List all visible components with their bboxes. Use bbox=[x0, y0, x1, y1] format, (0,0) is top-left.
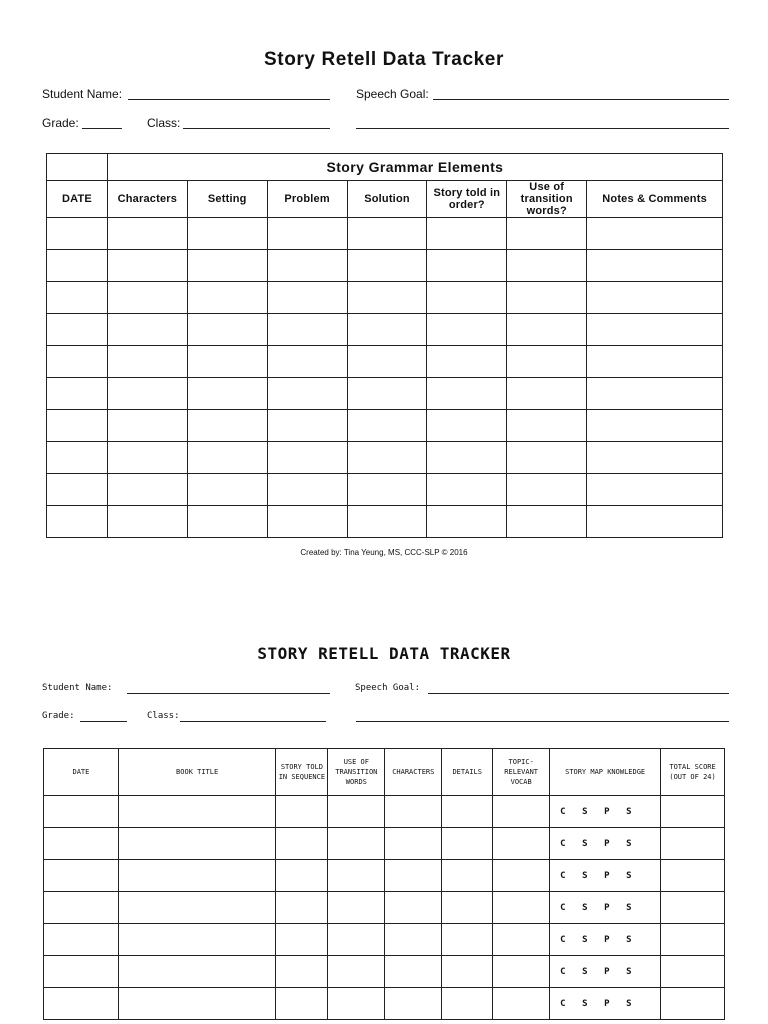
table-cell[interactable] bbox=[347, 410, 427, 442]
table-cell[interactable] bbox=[267, 506, 347, 538]
table-cell[interactable] bbox=[442, 860, 493, 892]
sheet2-col-transition-words: USE OF TRANSITION WORDS bbox=[328, 749, 385, 796]
table-cell[interactable] bbox=[328, 924, 385, 956]
sheet2-grade-label: Grade: bbox=[42, 711, 75, 721]
table-cell[interactable] bbox=[187, 346, 267, 378]
table-cell[interactable] bbox=[118, 956, 276, 988]
sheet1-table-body bbox=[47, 218, 723, 538]
table-cell[interactable] bbox=[507, 346, 587, 378]
table-cell[interactable] bbox=[493, 956, 550, 988]
table-cell[interactable] bbox=[385, 892, 442, 924]
story-map-letter[interactable]: P bbox=[604, 838, 610, 849]
sheet2-col-topic-relevant-vocab: TOPIC-RELEVANT VOCAB bbox=[493, 749, 550, 796]
table-cell[interactable] bbox=[276, 796, 328, 828]
table-cell[interactable] bbox=[385, 796, 442, 828]
sheet1-credit: Created by: Tina Yeung, MS, CCC-SLP © 2016 bbox=[300, 548, 468, 557]
sheet2-col-characters: CHARACTERS bbox=[385, 749, 442, 796]
table-cell[interactable] bbox=[385, 828, 442, 860]
story-map-letter[interactable]: C bbox=[560, 806, 566, 817]
table-cell[interactable] bbox=[118, 828, 276, 860]
table-cell[interactable] bbox=[427, 314, 507, 346]
table-cell[interactable] bbox=[267, 218, 347, 250]
table-cell[interactable] bbox=[118, 860, 276, 892]
table-cell[interactable] bbox=[118, 988, 276, 1020]
story-map-letter[interactable]: P bbox=[604, 998, 610, 1009]
table-cell[interactable] bbox=[44, 892, 119, 924]
table-cell[interactable] bbox=[493, 892, 550, 924]
sheet1-grade-field[interactable] bbox=[82, 128, 122, 129]
sheet1-col-characters: Characters bbox=[107, 181, 187, 218]
story-map-knowledge-cell[interactable] bbox=[550, 924, 661, 956]
story-map-letter[interactable]: S bbox=[626, 966, 632, 977]
table-cell[interactable] bbox=[587, 314, 723, 346]
table-cell[interactable] bbox=[661, 828, 725, 860]
table-row bbox=[44, 892, 725, 924]
table-cell[interactable] bbox=[187, 474, 267, 506]
table-cell[interactable] bbox=[107, 250, 187, 282]
table-cell[interactable] bbox=[347, 346, 427, 378]
table-row bbox=[44, 828, 725, 860]
table-cell[interactable] bbox=[661, 956, 725, 988]
table-cell[interactable] bbox=[661, 988, 725, 1020]
table-cell[interactable] bbox=[661, 924, 725, 956]
table-row bbox=[47, 442, 723, 474]
table-row bbox=[47, 506, 723, 538]
story-map-letter[interactable]: C bbox=[560, 998, 566, 1009]
table-cell[interactable] bbox=[118, 796, 276, 828]
table-cell[interactable] bbox=[587, 218, 723, 250]
table-cell[interactable] bbox=[427, 218, 507, 250]
sheet1-speech-goal-field-line2[interactable] bbox=[356, 128, 729, 129]
table-cell[interactable] bbox=[587, 378, 723, 410]
table-cell[interactable] bbox=[493, 924, 550, 956]
sheet1-col-story-told-in-order: Story told in order? bbox=[427, 181, 507, 218]
table-row bbox=[44, 860, 725, 892]
table-row bbox=[47, 282, 723, 314]
table-row bbox=[47, 474, 723, 506]
table-cell[interactable] bbox=[187, 250, 267, 282]
table-cell[interactable] bbox=[47, 410, 108, 442]
table-cell[interactable] bbox=[427, 410, 507, 442]
table-cell[interactable] bbox=[587, 282, 723, 314]
table-cell[interactable] bbox=[187, 218, 267, 250]
table-cell[interactable] bbox=[107, 378, 187, 410]
sheet2-speech-goal-field-line2[interactable] bbox=[356, 721, 729, 722]
table-cell[interactable] bbox=[442, 956, 493, 988]
table-cell[interactable] bbox=[107, 282, 187, 314]
table-cell[interactable] bbox=[267, 346, 347, 378]
table-cell[interactable] bbox=[267, 314, 347, 346]
sheet1-data-table bbox=[46, 153, 723, 538]
sheet1-col-transition-words: Use of transition words? bbox=[507, 181, 587, 218]
table-cell[interactable] bbox=[47, 346, 108, 378]
table-cell[interactable] bbox=[44, 956, 119, 988]
sheet2-col-total-score: TOTAL SCORE (OUT OF 24) bbox=[661, 749, 725, 796]
table-cell[interactable] bbox=[107, 314, 187, 346]
table-cell[interactable] bbox=[107, 442, 187, 474]
table-cell[interactable] bbox=[587, 442, 723, 474]
table-cell[interactable] bbox=[187, 442, 267, 474]
table-cell[interactable] bbox=[385, 956, 442, 988]
table-cell[interactable] bbox=[347, 314, 427, 346]
story-map-letter[interactable]: S bbox=[582, 902, 588, 913]
sheet2-student-name-label: Student Name: bbox=[42, 683, 113, 693]
table-cell[interactable] bbox=[44, 828, 119, 860]
sheet1-col-solution: Solution bbox=[347, 181, 427, 218]
table-cell[interactable] bbox=[47, 474, 108, 506]
sheet1-student-name-field[interactable] bbox=[128, 99, 330, 100]
table-cell[interactable] bbox=[442, 796, 493, 828]
story-map-letter[interactable]: S bbox=[582, 870, 588, 881]
table-cell[interactable] bbox=[507, 506, 587, 538]
story-map-letter[interactable]: S bbox=[582, 998, 588, 1009]
sheet2-col-book-title: BOOK TITLE bbox=[118, 749, 276, 796]
table-cell[interactable] bbox=[267, 474, 347, 506]
table-row bbox=[47, 250, 723, 282]
table-cell[interactable] bbox=[507, 218, 587, 250]
sheet2-col-story-map-knowledge: STORY MAP KNOWLEDGE bbox=[550, 749, 661, 796]
table-cell[interactable] bbox=[587, 474, 723, 506]
table-cell[interactable] bbox=[427, 506, 507, 538]
story-map-knowledge-cell[interactable] bbox=[550, 860, 661, 892]
table-cell[interactable] bbox=[47, 506, 108, 538]
story-map-letter[interactable]: S bbox=[582, 966, 588, 977]
table-cell[interactable] bbox=[267, 282, 347, 314]
sheet2-table-body bbox=[44, 796, 725, 1020]
table-cell[interactable] bbox=[587, 346, 723, 378]
table-cell[interactable] bbox=[187, 314, 267, 346]
sheet1-speech-goal-field[interactable] bbox=[433, 99, 729, 100]
table-cell[interactable] bbox=[44, 796, 119, 828]
sheet1-col-setting: Setting bbox=[187, 181, 267, 218]
table-cell[interactable] bbox=[47, 218, 108, 250]
sheet2-title: STORY RETELL DATA TRACKER bbox=[257, 644, 511, 663]
sheet1-col-problem: Problem bbox=[267, 181, 347, 218]
sheet1-student-name-label: Student Name: bbox=[42, 87, 123, 101]
sheet1-col-notes-comments: Notes & Comments bbox=[587, 181, 723, 218]
table-row bbox=[44, 988, 725, 1020]
table-cell[interactable] bbox=[427, 282, 507, 314]
table-cell[interactable] bbox=[493, 860, 550, 892]
table-row bbox=[44, 956, 725, 988]
sheet1-class-label: Class: bbox=[147, 116, 181, 130]
table-cell[interactable] bbox=[347, 218, 427, 250]
sheet2-col-story-told-in-sequence: STORY TOLD IN SEQUENCE bbox=[276, 749, 328, 796]
table-cell[interactable] bbox=[427, 474, 507, 506]
story-map-letter[interactable]: P bbox=[604, 902, 610, 913]
sheet1-title: Story Retell Data Tracker bbox=[264, 49, 504, 70]
table-cell[interactable] bbox=[442, 924, 493, 956]
story-map-letter[interactable]: P bbox=[604, 806, 610, 817]
table-cell[interactable] bbox=[507, 474, 587, 506]
table-cell[interactable] bbox=[44, 924, 119, 956]
table-row bbox=[47, 218, 723, 250]
story-map-letter[interactable]: S bbox=[582, 806, 588, 817]
table-cell[interactable] bbox=[187, 282, 267, 314]
sheet2-grade-field[interactable] bbox=[80, 721, 127, 722]
story-map-knowledge-cell[interactable] bbox=[550, 956, 661, 988]
story-map-letter[interactable]: P bbox=[604, 934, 610, 945]
table-cell[interactable] bbox=[347, 442, 427, 474]
table-cell[interactable] bbox=[118, 892, 276, 924]
story-map-knowledge-cell[interactable] bbox=[550, 988, 661, 1020]
sheet1-speech-goal-label: Speech Goal: bbox=[356, 87, 429, 101]
table-cell[interactable] bbox=[442, 988, 493, 1020]
table-cell[interactable] bbox=[507, 250, 587, 282]
story-map-knowledge-cell[interactable] bbox=[550, 796, 661, 828]
table-cell[interactable] bbox=[44, 860, 119, 892]
table-cell[interactable] bbox=[442, 892, 493, 924]
table-cell[interactable] bbox=[187, 410, 267, 442]
sheet2-speech-goal-field[interactable] bbox=[428, 693, 729, 694]
table-cell[interactable] bbox=[587, 506, 723, 538]
story-map-knowledge-cell[interactable] bbox=[550, 828, 661, 860]
table-cell[interactable] bbox=[347, 282, 427, 314]
table-row bbox=[47, 410, 723, 442]
table-cell[interactable] bbox=[47, 442, 108, 474]
table-cell[interactable] bbox=[493, 796, 550, 828]
table-cell[interactable] bbox=[107, 346, 187, 378]
story-map-knowledge-cell[interactable] bbox=[550, 892, 661, 924]
table-cell[interactable] bbox=[587, 410, 723, 442]
sheet2-speech-goal-label: Speech Goal: bbox=[355, 683, 421, 693]
sheet2-data-table bbox=[43, 748, 725, 1020]
table-cell[interactable] bbox=[507, 378, 587, 410]
table-row bbox=[44, 924, 725, 956]
table-cell[interactable] bbox=[328, 828, 385, 860]
table-cell[interactable] bbox=[47, 314, 108, 346]
story-map-letter[interactable]: P bbox=[604, 870, 610, 881]
story-map-letter[interactable]: S bbox=[582, 934, 588, 945]
story-map-letter[interactable]: S bbox=[626, 838, 632, 849]
table-cell[interactable] bbox=[347, 506, 427, 538]
table-cell[interactable] bbox=[47, 282, 108, 314]
table-cell[interactable] bbox=[507, 410, 587, 442]
table-cell[interactable] bbox=[267, 250, 347, 282]
table-cell[interactable] bbox=[347, 378, 427, 410]
table-cell[interactable] bbox=[267, 442, 347, 474]
table-cell[interactable] bbox=[587, 250, 723, 282]
story-map-letter[interactable]: C bbox=[560, 966, 566, 977]
table-cell[interactable] bbox=[44, 988, 119, 1020]
table-cell[interactable] bbox=[385, 860, 442, 892]
story-map-letter[interactable]: C bbox=[560, 934, 566, 945]
table-cell[interactable] bbox=[187, 378, 267, 410]
table-cell[interactable] bbox=[107, 474, 187, 506]
sheet1-corner-cell bbox=[47, 154, 108, 181]
table-cell[interactable] bbox=[507, 282, 587, 314]
table-cell[interactable] bbox=[328, 860, 385, 892]
table-cell[interactable] bbox=[118, 924, 276, 956]
sheet1-group-header: Story Grammar Elements bbox=[107, 154, 722, 181]
story-map-letter[interactable]: C bbox=[560, 870, 566, 881]
table-cell[interactable] bbox=[328, 988, 385, 1020]
table-cell[interactable] bbox=[328, 956, 385, 988]
table-cell[interactable] bbox=[347, 250, 427, 282]
sheet1-class-field[interactable] bbox=[183, 128, 330, 129]
table-cell[interactable] bbox=[276, 956, 328, 988]
table-cell[interactable] bbox=[427, 442, 507, 474]
table-cell[interactable] bbox=[107, 410, 187, 442]
table-cell[interactable] bbox=[276, 892, 328, 924]
table-cell[interactable] bbox=[47, 250, 108, 282]
table-cell[interactable] bbox=[347, 474, 427, 506]
story-map-letter[interactable]: P bbox=[604, 966, 610, 977]
table-cell[interactable] bbox=[267, 378, 347, 410]
table-cell[interactable] bbox=[507, 314, 587, 346]
table-row bbox=[47, 346, 723, 378]
table-cell[interactable] bbox=[47, 378, 108, 410]
sheet2-class-field[interactable] bbox=[180, 721, 326, 722]
table-cell[interactable] bbox=[328, 796, 385, 828]
table-cell[interactable] bbox=[276, 988, 328, 1020]
table-cell[interactable] bbox=[661, 796, 725, 828]
table-cell[interactable] bbox=[507, 442, 587, 474]
table-cell[interactable] bbox=[661, 860, 725, 892]
table-cell[interactable] bbox=[493, 828, 550, 860]
story-map-letter[interactable]: S bbox=[626, 998, 632, 1009]
sheet2-col-date: DATE bbox=[44, 749, 119, 796]
table-cell[interactable] bbox=[427, 250, 507, 282]
story-map-letter[interactable]: S bbox=[626, 934, 632, 945]
table-cell[interactable] bbox=[385, 988, 442, 1020]
table-cell[interactable] bbox=[187, 506, 267, 538]
sheet2-student-name-field[interactable] bbox=[127, 693, 330, 694]
table-cell[interactable] bbox=[427, 346, 507, 378]
sheet2-class-label: Class: bbox=[147, 711, 180, 721]
table-cell[interactable] bbox=[107, 218, 187, 250]
table-cell[interactable] bbox=[427, 378, 507, 410]
sheet1-grade-label: Grade: bbox=[42, 116, 79, 130]
table-cell[interactable] bbox=[267, 410, 347, 442]
story-map-letter[interactable]: S bbox=[626, 902, 632, 913]
table-row bbox=[44, 796, 725, 828]
table-cell[interactable] bbox=[493, 988, 550, 1020]
story-map-letter[interactable]: C bbox=[560, 838, 566, 849]
table-cell[interactable] bbox=[276, 828, 328, 860]
table-row bbox=[47, 378, 723, 410]
sheet1-col-date: DATE bbox=[47, 181, 108, 218]
table-cell[interactable] bbox=[328, 892, 385, 924]
table-cell[interactable] bbox=[107, 506, 187, 538]
table-cell[interactable] bbox=[276, 924, 328, 956]
story-map-letter[interactable]: S bbox=[626, 806, 632, 817]
table-cell[interactable] bbox=[276, 860, 328, 892]
story-map-letter[interactable]: C bbox=[560, 902, 566, 913]
story-map-letter[interactable]: S bbox=[626, 870, 632, 881]
sheet2-col-details: DETAILS bbox=[442, 749, 493, 796]
story-map-letter[interactable]: S bbox=[582, 838, 588, 849]
table-cell[interactable] bbox=[661, 892, 725, 924]
table-cell[interactable] bbox=[385, 924, 442, 956]
table-cell[interactable] bbox=[442, 828, 493, 860]
table-row bbox=[47, 314, 723, 346]
